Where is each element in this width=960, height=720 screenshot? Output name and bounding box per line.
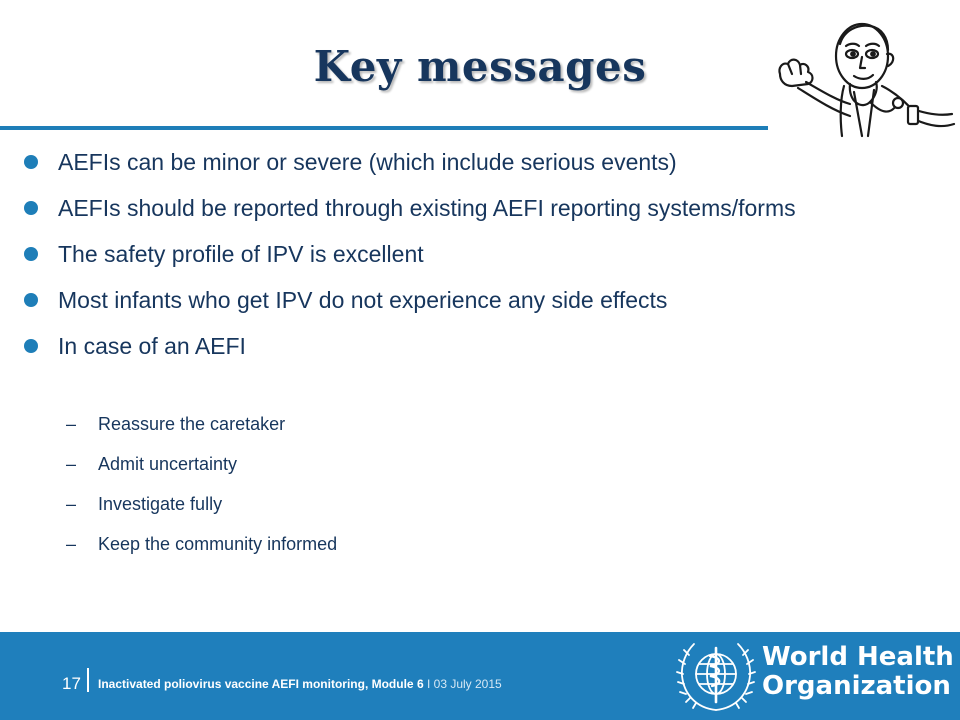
footer-caption — [98, 675, 538, 694]
sub-bullet-text: Admit uncertainty — [98, 454, 238, 474]
bullet-text: Most infants who get IPV do not experience any side effects — [58, 287, 668, 313]
bullet-dot-icon — [24, 155, 38, 169]
bullet-dot-icon — [24, 247, 38, 261]
doctor-illustration-icon — [770, 10, 960, 138]
bullet-text: In case of an AEFI — [58, 333, 246, 359]
sub-bullet-text: Reassure the caretaker — [98, 414, 286, 434]
bullet-item — [22, 284, 882, 316]
org-name-line2: Organization — [762, 671, 951, 701]
bullet-list — [22, 146, 882, 376]
footer-separator: I — [426, 677, 431, 691]
footer-date: 03 July 2015 — [433, 677, 502, 691]
sub-bullet-item — [66, 412, 766, 436]
org-name-line1: World Health — [762, 642, 954, 672]
bullet-text: The safety profile of IPV is excellent — [58, 241, 424, 267]
sub-bullet-text: Keep the community informed — [98, 534, 338, 554]
dash-icon: – — [66, 494, 77, 514]
dash-icon: – — [66, 454, 77, 474]
bullet-item — [22, 330, 882, 362]
sub-bullet-item — [66, 532, 766, 556]
module-title: Inactivated poliovirus vaccine AEFI monitoring, Module 6 — [98, 677, 424, 691]
sub-bullet-list — [66, 412, 766, 572]
bullet-dot-icon — [24, 201, 38, 215]
bullet-text: AEFIs should be reported through existing AEFI reporting systems/forms — [58, 195, 796, 221]
slide-title: Key messages — [313, 42, 647, 91]
title-divider — [0, 126, 768, 130]
bullet-text: AEFIs can be minor or severe (which include serious events) — [58, 149, 677, 175]
bullet-item — [22, 192, 882, 224]
page-separator — [87, 668, 89, 692]
page-number: 17 — [62, 674, 81, 693]
bullet-item — [22, 146, 882, 178]
sub-bullet-item — [66, 492, 766, 516]
dash-icon: – — [66, 534, 77, 554]
dash-icon: – — [66, 414, 77, 434]
who-emblem-icon — [676, 636, 756, 716]
bullet-dot-icon — [24, 339, 38, 353]
sub-bullet-text: Investigate fully — [98, 494, 223, 514]
sub-bullet-item — [66, 452, 766, 476]
bullet-item — [22, 238, 882, 270]
organization-name — [762, 643, 954, 701]
bullet-dot-icon — [24, 293, 38, 307]
